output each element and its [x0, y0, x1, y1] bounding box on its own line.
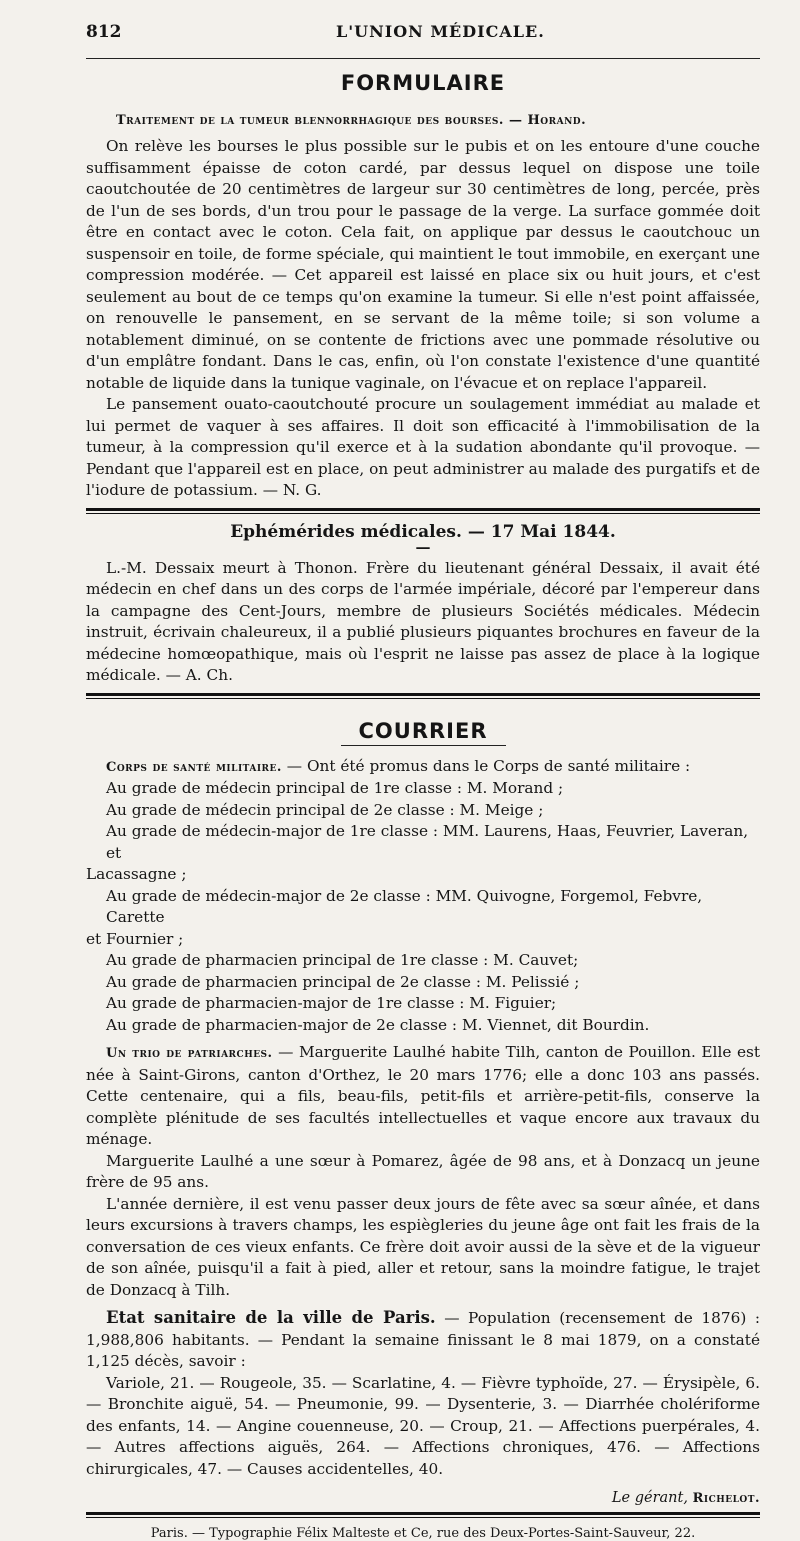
sante-label: Corps de santé militaire. [106, 759, 282, 775]
printer-footer: Paris. — Typographie Félix Malteste et Ce, rue des Deux-Portes-Saint-Sauveur, 22. [150, 1526, 696, 1541]
promotion-item: Au grade de médecin-major de 2e classe : MM. Quivogne, Forgemol, Febvre, Carette [106, 886, 703, 926]
courrier-title-wrap [86, 707, 760, 750]
promotion-item: Au grade de pharmacien-major de 2e classe : M. Viennet, dit Bourdin. [106, 1015, 650, 1034]
promotion-item: Au grade de pharmacien-major de 1re classe : M. Figuier; [106, 994, 557, 1012]
trio-paragraph-3: L'année dernière, il est venu passer deux jours de fête avec sa sœur aînée, et dans leurs excursions à travers champs, les espiègleries du jeune âge ont fait les frais de la conversation de ces vieux enfants. Ce frère doit avoir aussi de la sève et de la vigueur de son aînée, puisqu'il a fait à pied, aller et retour, sans la moindre fatigue, le trajet de Donzacq à Tilh. [86, 1194, 760, 1299]
signature [86, 1490, 760, 1506]
promotion-continuation: et Fournier ; [86, 929, 184, 948]
promotion-item: Au grade de pharmacien principal de 1re classe : M. Cauvet; [106, 951, 579, 969]
etat-text: — Population (recensement de 1876) : 1,988,806 habitants. — Pendant la semaine finissant le 8 mai 1879, on a constaté 1,125 décès, savoir : [86, 1309, 760, 1370]
formulaire-paragraph-1: On relève les bourses le plus possible sur le pubis et on les entoure d'une couche suffisamment épaisse de coton cardé, par dessus lequel on dispose une toile caoutchoutée de 20 centimètres de largeur sur 30 centimètres de long, percée, près de l'un de ses bords, d'un trou pour le passage de la verge. La surface gommée doit être en contact avec le coton. Cela fait, on applique par dessus le caoutchouc un suspensoir en toile, de forme spéciale, qui maintient le tout immobile, en exerçant une compression modérée. — Cet appareil est laissé en place six ou huit jours, et c'est seulement au bout de ce temps qu'on examine la tumeur. Si elle n'est point affaissée, on renouvelle le pansement, en se servant de la même toile; si son volume a notablement diminué, on se contente de frictions avec une pommade résolutive ou d'un emplâtre fondant. Dans le cas, enfin, où l'on constate l'existence d'une quantité notable de liquide dans la tunique vaginale, on l'évacue et on replace l'appareil. [86, 137, 760, 392]
signature-prefix: Le gérant, [611, 1490, 688, 1506]
journal-title: L'UNION MÉDICALE. [336, 22, 545, 41]
promotion-item: Au grade de médecin principal de 2e classe : M. Meige ; [106, 800, 544, 819]
trio-paragraph-2: Marguerite Laulhé a une sœur à Pomarez, âgée de 98 ans, et à Donzacq un jeune frère de 95 ans. [86, 1151, 760, 1191]
formulaire-title: FORMULAIRE [340, 71, 506, 95]
header-rule [86, 58, 760, 59]
courrier-title: COURRIER [341, 719, 506, 746]
trio-label: Un trio de patriarches. [106, 1046, 273, 1061]
trio-paragraph [86, 1042, 760, 1151]
formulaire-paragraph-2: Le pansement ouato-caoutchouté procure un soulagement immédiat au malade et lui permet de vaquer à ses affaires. Il doit son efficacité à l'immobilisation de la tumeur, à la compression qu'il exerce et à la sudation abondante qu'il provoque. — Pendant que l'appareil est en place, on peut administrer au malade des purgatifs et de l'iodure de potassium. — N. G. [86, 395, 760, 499]
promotion-item: Au grade de pharmacien principal de 2e classe : M. Pelissié ; [106, 972, 580, 991]
footer-divider [86, 1512, 760, 1518]
ephemerides-title: Ephémérides médicales. — 17 Mai 1844. [230, 521, 616, 542]
promotion-item: Au grade de médecin principal de 1re classe : M. Morand ; [106, 779, 564, 797]
etat-paragraph [86, 1307, 760, 1373]
sante-intro [86, 756, 760, 779]
formulaire-subheading: Traitement de la tumeur blennorrhagique des bourses. — Horand. [116, 113, 587, 128]
promotion-continuation: Lacassagne ; [86, 865, 187, 883]
signature-name: Richelot. [692, 1491, 760, 1506]
section-divider [86, 693, 760, 699]
ephemerides-dash: — [415, 537, 431, 556]
ephemerides-text: L.-M. Dessaix meurt à Thonon. Frère du lieutenant général Dessaix, il avait été médecin en chef dans un des corps de l'armée impériale, décoré par l'empereur dans la campagne des Cent-Jours, membre de plusieurs Sociétés médicales. Médecin instruit, écrivain chaleureux, il a publié plusieurs piquantes brochures en faveur de la médecine homœopathique, mais où l'esprit ne laisse pas assez de place à la logique médicale. — A. Ch. [86, 558, 760, 684]
page-header [86, 22, 760, 58]
formulaire-title-wrap [86, 71, 760, 95]
etat-causes: Variole, 21. — Rougeole, 35. — Scarlatine, 4. — Fièvre typhoïde, 27. — Érysipèle, 6. — Bronchite aiguë, 54. — Pneumonie, 99. — Dysenterie, 3. — Diarrhée cholériforme des enfants, 14. — Angine couenneuse, 20. — Croup, 21. — Affections puerpérales, 4. — Autres affections aiguës, 264. — Affections chroniques, 476. — Affections chirurgicales, 47. — Causes accidentelles, 40. [86, 1373, 760, 1478]
promotion-item: Au grade de médecin-major de 1re classe : MM. Laurens, Haas, Feuvrier, Laveran, et [106, 822, 749, 862]
trio-text: — Marguerite Laulhé habite Tilh, canton de Pouillon. Elle est née à Saint-Girons, canton d'Orthez, le 20 mars 1776; elle a donc 103 ans passés. Cette centenaire, qui a fils, beau-fils, petit-fils et arrière-petit-fils, conserve la complète plénitude de ses facultés intellectuelles et vaque encore aux travaux du ménage. [86, 1043, 760, 1148]
section-divider [86, 508, 760, 514]
page-number: 812 [86, 22, 122, 42]
etat-label: Etat sanitaire de la ville de Paris. [106, 1308, 436, 1327]
sante-intro-text: — Ont été promus dans le Corps de santé militaire : [281, 756, 691, 775]
